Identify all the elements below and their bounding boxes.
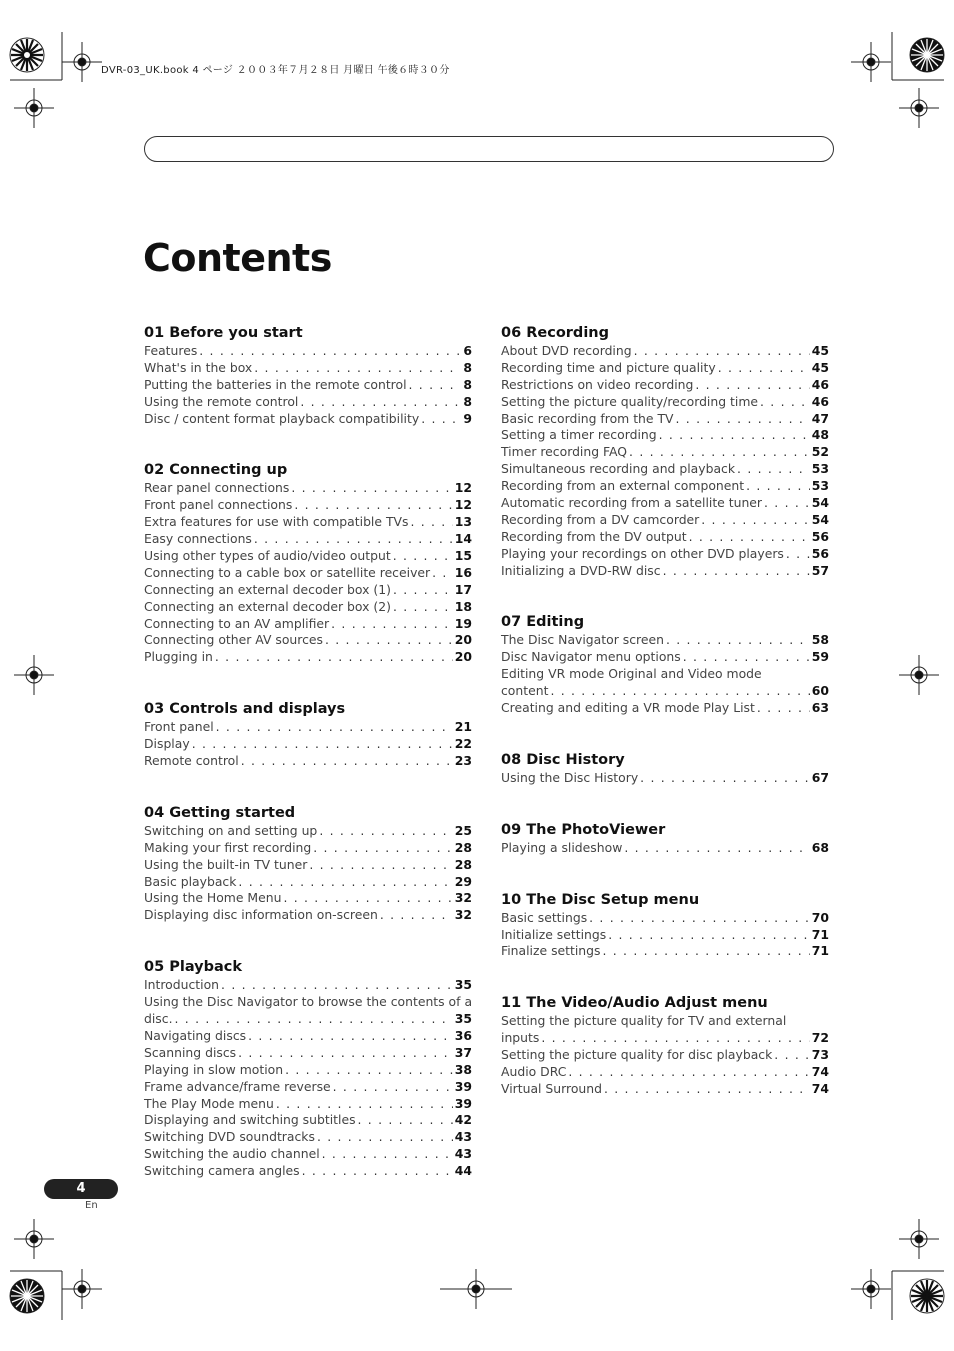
toc-entry-text: Displaying disc information on-screen (144, 907, 378, 923)
toc-entry-text: The Disc Navigator screen (501, 632, 664, 648)
toc-entry[interactable] (144, 649, 472, 666)
toc-entry-text: Connecting an external decoder box (1) (144, 581, 391, 597)
dot-leader (319, 823, 452, 840)
toc-entry[interactable] (144, 616, 472, 633)
dot-leader (238, 874, 452, 891)
dot-leader (757, 700, 810, 717)
toc-page-number: 47 (811, 410, 829, 426)
toc-section-heading: 07 Editing (501, 614, 585, 631)
toc-page-number: 12 (454, 480, 472, 496)
toc-entry-text: Connecting to a cable box or satellite receiver (144, 564, 431, 580)
toc-entry-text: Using other types of audio/video output (144, 548, 391, 564)
toc-page-number: 6 (463, 343, 472, 358)
dot-leader (221, 977, 453, 994)
toc-entry-text: Initialize settings (501, 926, 607, 942)
dot-leader (666, 632, 810, 649)
toc-section (144, 323, 472, 427)
toc-page-number: 73 (811, 1047, 829, 1063)
toc-page-number: 74 (811, 1080, 829, 1096)
toc-section-heading: 01 Before you start (144, 325, 303, 341)
toc-section (144, 460, 472, 666)
toc-entry[interactable] (501, 1030, 829, 1047)
toc-entry-text: Using the built-in TV tuner (144, 856, 308, 872)
toc-entry-text: Display (144, 736, 190, 752)
dot-leader (764, 495, 810, 512)
toc-entry-text: About DVD recording (501, 343, 632, 358)
registration-crosshair-icon (899, 88, 939, 128)
dot-leader (254, 531, 453, 548)
toc-entry[interactable] (144, 1163, 472, 1180)
toc-section-heading: 03 Controls and displays (144, 701, 346, 718)
registration-crosshair-icon (62, 1269, 102, 1309)
registration-crosshair-icon (14, 1219, 54, 1259)
toc-entry-text: Frame advance/frame reverse (144, 1078, 331, 1094)
dot-leader (238, 1045, 453, 1062)
toc-section-heading: 06 Recording (501, 325, 609, 341)
toc-entry-text: Playing your recordings on other DVD players (501, 545, 784, 561)
dot-leader (659, 427, 810, 444)
toc-entry[interactable] (501, 649, 829, 666)
toc-entry-text: Making your first recording (144, 839, 312, 855)
toc-entry[interactable] (501, 840, 829, 857)
registration-crosshair-icon (14, 655, 54, 695)
toc-entry[interactable] (501, 927, 829, 944)
toc-entry[interactable] (501, 427, 829, 444)
toc-page-number: 53 (811, 461, 829, 477)
dot-leader (718, 360, 810, 377)
dot-leader (325, 632, 453, 649)
dot-leader (333, 1079, 453, 1096)
toc-entry-text: Restrictions on video recording (501, 376, 694, 392)
dot-leader (276, 1096, 453, 1113)
dot-leader (746, 478, 810, 495)
toc-entry-text: Disc / content format playback compatibility (144, 410, 420, 426)
toc-section-heading: 08 Disc History (501, 751, 625, 768)
dot-leader (322, 1146, 453, 1163)
toc-entry[interactable] (144, 565, 472, 582)
dot-leader (309, 857, 452, 874)
toc-entry[interactable] (144, 599, 472, 616)
toc-section (501, 323, 829, 579)
toc-entry-text: Virtual Surround (501, 1080, 602, 1096)
dot-leader (192, 736, 453, 753)
toc-entry[interactable] (501, 700, 829, 717)
toc-entry[interactable] (144, 1045, 472, 1062)
toc-entry-text: What's in the box (144, 359, 253, 375)
toc-entry-text: Scanning discs (144, 1044, 237, 1060)
toc-entry-text: Setting the picture quality for disc playback (501, 1047, 773, 1063)
toc-page-number: 58 (811, 632, 829, 648)
toc-entry[interactable] (144, 497, 472, 514)
toc-entry[interactable] (501, 360, 829, 377)
toc-entry[interactable] (144, 514, 472, 531)
toc-section-heading: 10 The Disc Setup menu (501, 891, 700, 908)
toc-entry-text: Putting the batteries in the remote control (144, 376, 407, 392)
toc-entry-text: Recording from an external component (501, 478, 745, 494)
toc-page-number: 8 (463, 376, 472, 392)
toc-entry[interactable] (501, 343, 829, 360)
dot-leader (216, 719, 453, 736)
dot-leader (380, 907, 453, 924)
dot-leader (285, 1062, 453, 1079)
toc-entry[interactable] (144, 632, 472, 649)
registration-crosshair-icon (899, 655, 939, 695)
toc-section-heading: 11 The Video/Audio Adjust menu (501, 995, 768, 1012)
dot-leader (589, 910, 810, 927)
dot-leader (409, 377, 462, 394)
toc-entry[interactable] (501, 444, 829, 461)
registration-crosshair-icon (851, 1269, 891, 1309)
dot-leader (640, 770, 810, 787)
dot-leader (215, 649, 453, 666)
toc-entry-text: Extra features for use with compatible TVs (144, 514, 409, 530)
toc-entry-text: Using the Disc Navigator to browse the contents of a (144, 994, 473, 1010)
toc-entry-text: Setting the picture quality for TV and external (501, 1013, 787, 1029)
registration-sunburst-icon (10, 1279, 44, 1313)
toc-page-number: 46 (811, 376, 829, 392)
toc-entry-text: Switching the audio channel (144, 1146, 320, 1162)
toc-entry-text: Timer recording FAQ (501, 444, 628, 460)
toc-page-number: 54 (811, 511, 829, 527)
toc-entry[interactable] (501, 546, 829, 563)
toc-entry-text: Basic playback (144, 873, 237, 889)
dot-leader (294, 497, 452, 514)
dot-leader (199, 343, 461, 360)
toc-page-number: 60 (811, 683, 829, 699)
toc-entry[interactable] (501, 770, 829, 787)
toc-section-heading: 09 The PhotoViewer (501, 821, 666, 838)
toc-entry-text: Initializing a DVD-RW disc (501, 562, 661, 578)
toc-entry-text: Features (144, 343, 198, 358)
registration-crosshair-icon (62, 42, 102, 82)
dot-leader (608, 927, 810, 944)
toc-entry[interactable] (144, 377, 472, 394)
dot-leader (786, 546, 810, 563)
dot-leader (393, 599, 453, 616)
toc-entry[interactable] (501, 1081, 829, 1098)
toc-entry-text: disc. (144, 1011, 173, 1027)
toc-entry-text: Switching on and setting up (144, 822, 318, 838)
dot-leader (175, 1011, 453, 1028)
dot-leader (629, 444, 810, 461)
dot-leader (421, 411, 461, 428)
toc-entry-text: Recording time and picture quality (501, 359, 716, 375)
toc-page-number: 38 (454, 1061, 472, 1077)
toc-entry-text: Navigating discs (144, 1027, 247, 1043)
toc-entry[interactable] (144, 1129, 472, 1146)
header-bar (144, 136, 834, 162)
dot-leader (358, 1112, 453, 1129)
toc-page-number: 42 (454, 1112, 472, 1128)
toc-entry[interactable] (144, 411, 472, 428)
toc-section-heading: 05 Playback (144, 959, 243, 976)
toc-section (501, 750, 829, 787)
toc-entry-text: Recording from a DV camcorder (501, 511, 700, 527)
toc-page-number: 43 (454, 1129, 472, 1145)
toc-page-number: 17 (454, 581, 472, 597)
toc-page-number: 9 (463, 410, 472, 426)
toc-page-number: 21 (454, 719, 472, 735)
toc-entry[interactable] (144, 857, 472, 874)
toc-page-number: 29 (454, 873, 472, 889)
registration-crosshair-icon (440, 1269, 512, 1309)
toc-section (501, 820, 829, 857)
toc-page-number: 53 (811, 478, 829, 494)
toc-page-number: 20 (454, 649, 472, 665)
dot-leader (695, 377, 809, 394)
toc-entry-text: Playing a slideshow (501, 839, 623, 855)
registration-sunburst-icon (910, 38, 944, 72)
toc-page-number: 45 (811, 343, 829, 358)
toc-column-right (501, 323, 829, 1131)
toc-entry-text: Switching camera angles (144, 1163, 300, 1179)
toc-page-number: 35 (454, 1011, 472, 1027)
toc-page-number: 28 (454, 856, 472, 872)
toc-page-number: 71 (811, 943, 829, 959)
toc-entry[interactable] (501, 478, 829, 495)
toc-entry[interactable] (144, 719, 472, 736)
toc-page-number: 56 (811, 545, 829, 561)
registration-crosshair-icon (851, 42, 891, 82)
toc-entry-text: content (501, 683, 549, 699)
dot-leader (313, 840, 453, 857)
toc-entry[interactable] (144, 977, 472, 994)
toc-section (501, 890, 829, 961)
toc-page-number: 74 (811, 1064, 829, 1080)
toc-entry[interactable] (144, 736, 472, 753)
toc-entry[interactable] (144, 548, 472, 565)
toc-column-left (144, 323, 472, 1213)
toc-entry-text: Disc Navigator menu options (501, 649, 681, 665)
toc-entry[interactable] (501, 529, 829, 546)
toc-entry-text: Recording from the DV output (501, 528, 687, 544)
toc-section (501, 993, 829, 1097)
toc-entry[interactable] (144, 823, 472, 840)
dot-leader (604, 1081, 810, 1098)
dot-leader (634, 343, 810, 360)
toc-section-heading: 02 Connecting up (144, 462, 288, 479)
registration-crosshair-icon (899, 1219, 939, 1259)
toc-page-number: 16 (454, 564, 472, 580)
toc-page-number: 52 (811, 444, 829, 460)
dot-leader (331, 616, 453, 633)
dot-leader (683, 649, 810, 666)
dot-leader (689, 529, 810, 546)
toc-entry[interactable] (144, 394, 472, 411)
dot-leader (241, 753, 453, 770)
registration-sunburst-icon (910, 1279, 944, 1313)
toc-entry-text: Connecting to an AV amplifier (144, 615, 330, 631)
toc-entry-text: Using the Home Menu (144, 890, 282, 906)
toc-entry[interactable] (501, 910, 829, 927)
dot-leader (393, 548, 453, 565)
toc-page-number: 67 (811, 769, 829, 785)
toc-entry-text: Setting a timer recording (501, 427, 657, 443)
toc-entry[interactable] (144, 874, 472, 891)
toc-page-number: 43 (454, 1146, 472, 1162)
dot-leader (302, 1163, 453, 1180)
toc-entry-text: Creating and editing a VR mode Play List (501, 700, 755, 716)
dot-leader (568, 1064, 809, 1081)
toc-section-heading: 04 Getting started (144, 804, 296, 821)
language-label: En (85, 1200, 98, 1211)
toc-section (501, 612, 829, 716)
dot-leader (676, 411, 810, 428)
dot-leader (550, 683, 809, 700)
toc-page-number: 19 (454, 615, 472, 631)
dot-leader (248, 1028, 453, 1045)
toc-entry-text: Displaying and switching subtitles (144, 1112, 356, 1128)
toc-entry[interactable] (501, 683, 829, 700)
dot-leader (317, 1129, 453, 1146)
toc-entry[interactable] (144, 343, 472, 360)
toc-entry-text: Connecting other AV sources (144, 632, 323, 648)
toc-entry[interactable] (501, 943, 829, 960)
toc-page-number: 39 (454, 1095, 472, 1111)
toc-entry-text: Plugging in (144, 649, 213, 665)
dot-leader (410, 514, 452, 531)
toc-entry-text: Rear panel connections (144, 480, 290, 496)
toc-entry-text: Playing in slow motion (144, 1061, 284, 1077)
toc-entry-text: Basic recording from the TV (501, 410, 674, 426)
toc-entry[interactable] (501, 563, 829, 580)
dot-leader (432, 565, 453, 582)
toc-page-number: 68 (811, 839, 829, 855)
toc-page-number: 12 (454, 497, 472, 513)
toc-entry[interactable] (144, 1028, 472, 1045)
toc-page-number: 8 (463, 393, 472, 409)
toc-page-number: 32 (454, 907, 472, 923)
toc-entry-text: Simultaneous recording and playback (501, 461, 736, 477)
toc-page-number: 22 (454, 736, 472, 752)
toc-page-number: 71 (811, 926, 829, 942)
toc-page-number: 18 (454, 598, 472, 614)
toc-entry-text: Easy connections (144, 531, 252, 547)
toc-page-number: 14 (454, 531, 472, 547)
dot-leader (760, 394, 810, 411)
toc-page-number: 44 (454, 1163, 472, 1179)
toc-page-number: 59 (811, 649, 829, 665)
toc-page-number: 48 (811, 427, 829, 443)
toc-entry[interactable] (501, 411, 829, 428)
toc-entry[interactable] (144, 1096, 472, 1113)
toc-page-number: 23 (454, 753, 472, 769)
page-number-tab: 4 (44, 1179, 118, 1199)
toc-entry[interactable] (144, 840, 472, 857)
toc-page-number: 46 (811, 393, 829, 409)
toc-entry[interactable] (501, 1064, 829, 1081)
toc-entry-text: Finalize settings (501, 943, 601, 959)
toc-entry-text: Introduction (144, 977, 220, 993)
dot-leader (701, 512, 809, 529)
toc-entry[interactable] (501, 495, 829, 512)
toc-page-number: 54 (811, 495, 829, 511)
toc-entry[interactable] (144, 1011, 472, 1028)
toc-entry-text: Editing VR mode Original and Video mode (501, 666, 762, 682)
toc-entry-text: Using the remote control (144, 393, 299, 409)
toc-page-number: 70 (811, 909, 829, 925)
dot-leader (393, 582, 453, 599)
toc-entry[interactable] (144, 531, 472, 548)
toc-section (144, 699, 472, 770)
toc-entry[interactable] (144, 907, 472, 924)
toc-entry[interactable] (144, 1112, 472, 1129)
toc-entry[interactable] (501, 461, 829, 478)
toc-page-number: 15 (454, 548, 472, 564)
toc-page-number: 35 (454, 977, 472, 993)
toc-page-number: 28 (454, 839, 472, 855)
toc-entry-text: Connecting an external decoder box (2) (144, 598, 391, 614)
toc-page-number: 56 (811, 528, 829, 544)
toc-entry[interactable] (144, 1146, 472, 1163)
toc-page-number: 57 (811, 562, 829, 578)
toc-entry[interactable] (144, 582, 472, 599)
toc-page-number: 37 (454, 1044, 472, 1060)
toc-entry-text: Audio DRC (501, 1064, 567, 1080)
toc-entry-text: The Play Mode menu (144, 1095, 274, 1111)
toc-entry-text: Front panel connections (144, 497, 293, 513)
dot-leader (624, 840, 809, 857)
toc-entry-text: Using the Disc History (501, 769, 639, 785)
dot-leader (254, 360, 461, 377)
registration-crosshair-icon (14, 88, 54, 128)
toc-page-number: 32 (454, 890, 472, 906)
dot-leader (541, 1030, 809, 1047)
toc-page-number: 63 (811, 700, 829, 716)
toc-page-number: 25 (454, 822, 472, 838)
toc-entry-text: Automatic recording from a satellite tuner (501, 495, 763, 511)
dot-leader (291, 480, 452, 497)
toc-page-number: 72 (811, 1030, 829, 1046)
toc-entry[interactable] (501, 1047, 829, 1064)
page-title: Contents (143, 236, 332, 280)
toc-entry-text: Basic settings (501, 909, 588, 925)
toc-page-number: 45 (811, 359, 829, 375)
dot-leader (602, 943, 809, 960)
toc-page-number: 13 (454, 514, 472, 530)
file-info-header: DVR-03_UK.book 4 ページ ２００３年７月２８日 月曜日 午後６時３０分 (101, 65, 450, 76)
toc-page-number: 39 (454, 1078, 472, 1094)
dot-leader (737, 461, 810, 478)
toc-entry-text: Front panel (144, 719, 214, 735)
toc-entry[interactable] (501, 394, 829, 411)
toc-page-number: 36 (454, 1027, 472, 1043)
toc-entry-text: inputs (501, 1030, 540, 1046)
toc-entry-text: Remote control (144, 753, 239, 769)
registration-sunburst-icon (10, 38, 44, 72)
dot-leader (300, 394, 461, 411)
toc-section (144, 957, 472, 1180)
toc-entry[interactable] (144, 1079, 472, 1096)
toc-entry[interactable] (144, 753, 472, 770)
toc-entry[interactable] (501, 512, 829, 529)
dot-leader (283, 890, 452, 907)
toc-page-number: 20 (454, 632, 472, 648)
toc-entry[interactable] (144, 480, 472, 497)
toc-entry[interactable] (501, 377, 829, 394)
toc-entry[interactable] (144, 1062, 472, 1079)
toc-entry[interactable] (144, 360, 472, 377)
toc-page-number: 8 (463, 359, 472, 375)
toc-entry[interactable] (144, 890, 472, 907)
toc-entry-text: Setting the picture quality/recording time (501, 393, 759, 409)
toc-section (144, 803, 472, 924)
dot-leader (663, 563, 810, 580)
toc-entry[interactable] (501, 632, 829, 649)
dot-leader (774, 1047, 809, 1064)
toc-entry-text: Switching DVD soundtracks (144, 1129, 315, 1145)
